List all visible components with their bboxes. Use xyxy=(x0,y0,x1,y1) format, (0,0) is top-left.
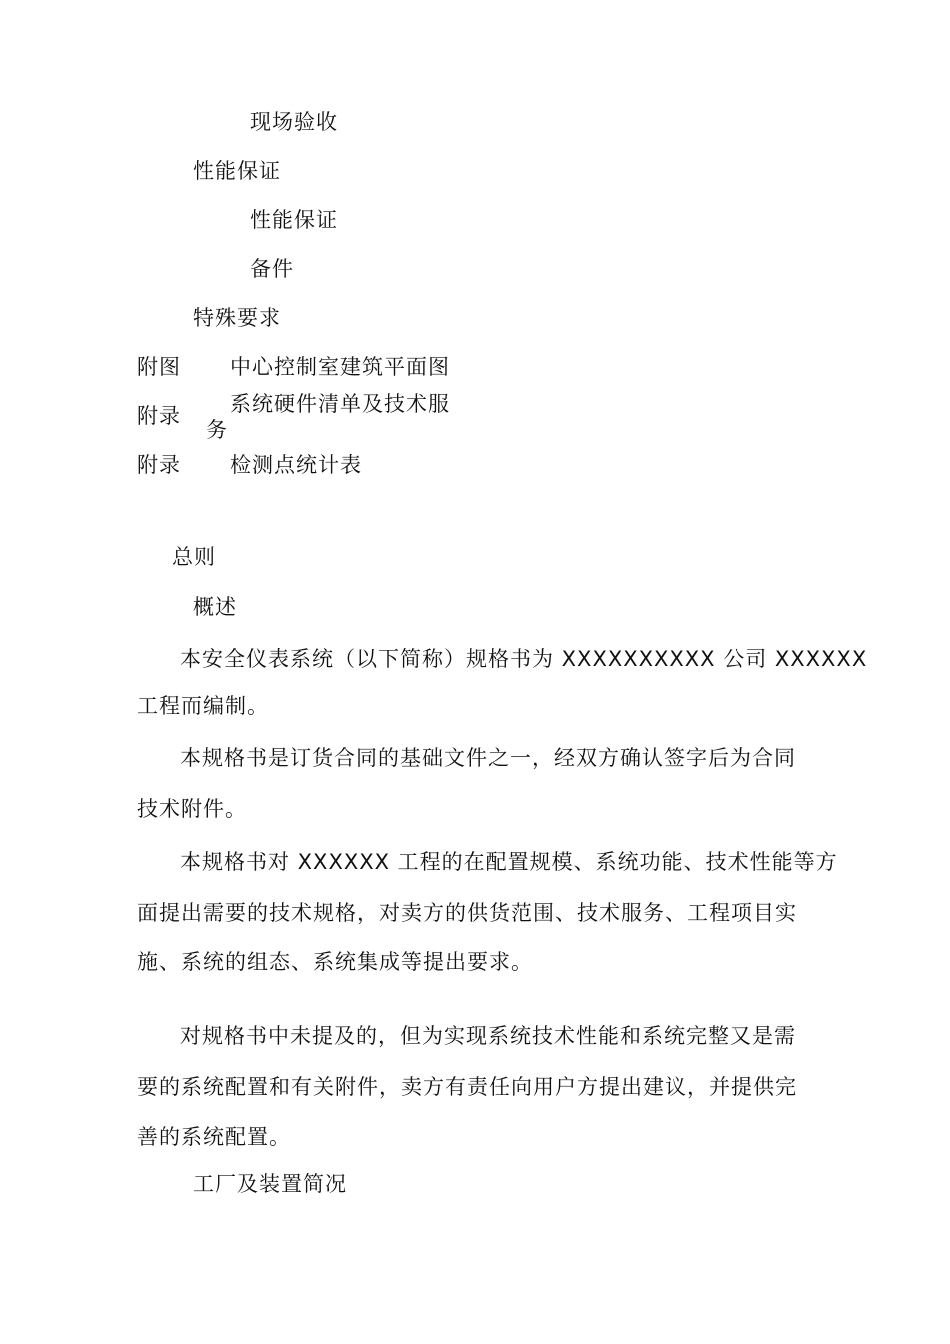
paragraph-line: 施、系统的组态、系统集成等提出要求。 xyxy=(137,950,533,974)
toc-item-site-acceptance: 现场验收 xyxy=(250,110,338,134)
toc-item-special-requirements: 特殊要求 xyxy=(193,306,281,330)
appendix-title: 检测点统计表 xyxy=(230,453,362,477)
appendix-title: 系统硬件清单及技术服 xyxy=(230,392,450,416)
appendix-label: 附录 xyxy=(137,404,181,428)
appendix-label: 附录 xyxy=(137,453,181,477)
paragraph-line: 本安全仪表系统（以下简称）规格书为 XXXXXXXXXX 公司 XXXXXX xyxy=(180,647,868,671)
paragraph-line: 面提出需要的技术规格，对卖方的供货范围、技术服务、工程项目实 xyxy=(137,901,797,925)
section-title: 总则 xyxy=(172,545,216,569)
appendix-title: 中心控制室建筑平面图 xyxy=(230,355,450,379)
toc-subitem-spare-parts: 备件 xyxy=(250,257,294,281)
paragraph-line: 善的系统配置。 xyxy=(137,1125,291,1149)
subsection-title: 工厂及装置简况 xyxy=(193,1172,347,1196)
paragraph-line: 本规格书是订货合同的基础文件之一，经双方确认签字后为合同 xyxy=(180,746,796,770)
paragraph-line: 工程而编制。 xyxy=(137,694,269,718)
appendix-label: 附图 xyxy=(137,355,181,379)
paragraph-line: 对规格书中未提及的，但为实现系统技术性能和系统完整又是需 xyxy=(180,1024,796,1048)
toc-item-performance-guarantee: 性能保证 xyxy=(193,159,281,183)
subsection-title: 概述 xyxy=(193,595,237,619)
paragraph-line: 要的系统配置和有关附件，卖方有责任向用户方提出建议，并提供完 xyxy=(137,1075,797,1099)
paragraph-line: 技术附件。 xyxy=(137,797,247,821)
paragraph-line: 本规格书对 XXXXXX 工程的在配置规模、系统功能、技术性能等方 xyxy=(180,850,838,874)
appendix-title-wrap: 务 xyxy=(206,418,228,442)
toc-subitem-performance-guarantee: 性能保证 xyxy=(250,208,338,232)
